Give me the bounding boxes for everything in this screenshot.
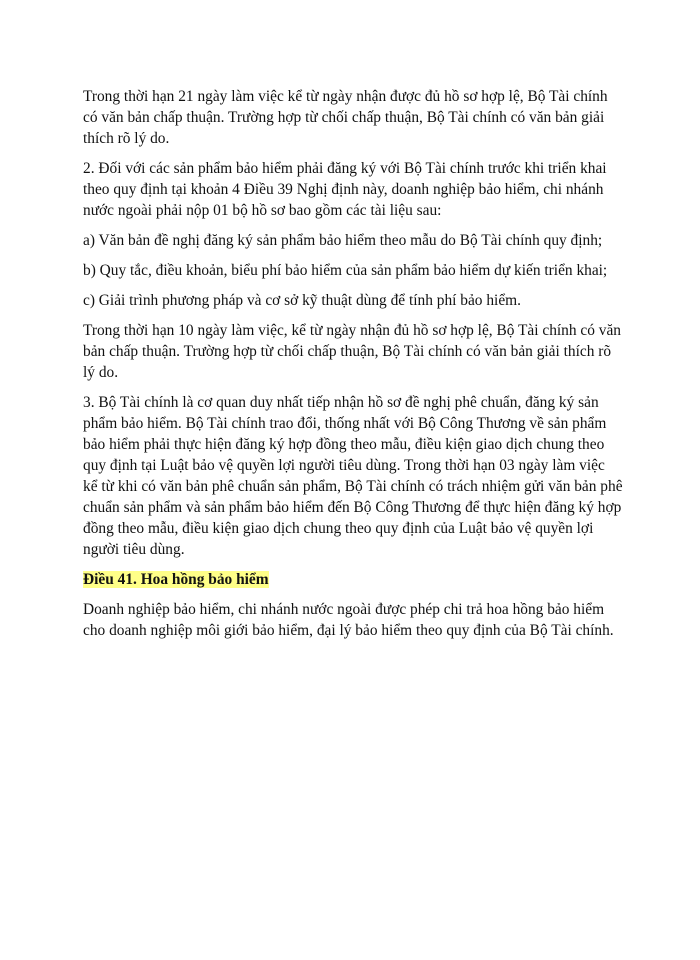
list-item-a: a) Văn bản đề nghị đăng ký sản phẩm bảo hiểm theo mẫu do Bộ Tài chính quy định;	[83, 232, 603, 249]
list-item-b: b) Quy tắc, điều khoản, biểu phí bảo hiểm của sản phẩm bảo hiểm dự kiến triển khai;	[83, 262, 608, 279]
paragraph-clause-3: 3. Bộ Tài chính là cơ quan duy nhất tiếp nhận hồ sơ đề nghị phê chuẩn, đăng ký sản phẩm bảo hiểm. Bộ Tài chính trao đổi, thống nhất với Bộ Công Thương về sản phẩm bảo hiểm phải thực hiện đăng ký hợp đồng theo mẫu, điều kiện giao dịch chung theo quy định tại Luật bảo vệ quyền lợi người tiêu dùng. Trong thời hạn 03 ngày làm việc kể từ khi có văn bản phê chuẩn sản phẩm, Bộ Tài chính có trách nhiệm gửi văn bản phê chuẩn sản phẩm và sản phẩm bảo hiểm đến Bộ Công Thương để thực hiện đăng ký hợp đồng theo mẫu, điều kiện giao dịch chung theo quy định của Luật bảo vệ quyền lợi người tiêu dùng.	[83, 394, 623, 558]
document-page	[83, 86, 623, 650]
article-heading	[83, 569, 623, 590]
paragraph-approval-deadline-21: Trong thời hạn 21 ngày làm việc kể từ ngày nhận được đủ hồ sơ hợp lệ, Bộ Tài chính có văn bản chấp thuận. Trường hợp từ chối chấp thuận, Bộ Tài chính có văn bản giải thích rõ lý do.	[83, 88, 608, 147]
article-body: Doanh nghiệp bảo hiểm, chi nhánh nước ngoài được phép chi trả hoa hồng bảo hiểm cho doanh nghiệp môi giới bảo hiểm, đại lý bảo hiểm theo quy định của Bộ Tài chính.	[83, 601, 614, 639]
list-item-c: c) Giải trình phương pháp và cơ sở kỹ thuật dùng để tính phí bảo hiểm.	[83, 292, 521, 309]
paragraph-approval-deadline-10: Trong thời hạn 10 ngày làm việc, kể từ ngày nhận đủ hồ sơ hợp lệ, Bộ Tài chính có văn bản chấp thuận. Trường hợp từ chối chấp thuận, Bộ Tài chính có văn bản giải thích rõ lý do.	[83, 322, 622, 381]
paragraph-clause-2: 2. Đối với các sản phẩm bảo hiểm phải đăng ký với Bộ Tài chính trước khi triển khai theo quy định tại khoản 4 Điều 39 Nghị định này, doanh nghiệp bảo hiểm, chi nhánh nước ngoài phải nộp 01 bộ hồ sơ bao gồm các tài liệu sau:	[83, 160, 607, 219]
article-heading-text: Điều 41. Hoa hồng bảo hiểm	[83, 571, 269, 588]
